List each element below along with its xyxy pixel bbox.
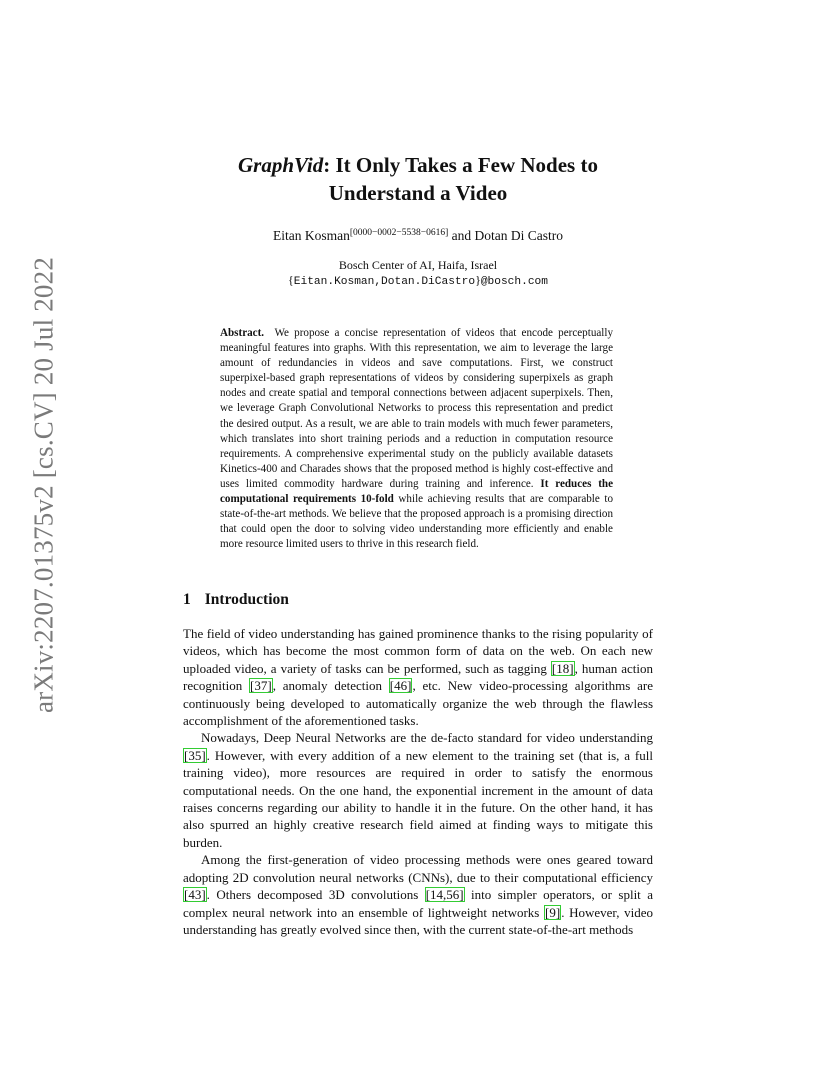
author-1-name: Eitan Kosman (272, 228, 350, 243)
citation-link[interactable]: [35] (184, 747, 206, 763)
citation-link[interactable]: [9] (545, 904, 561, 920)
citation-link[interactable]: [43] (184, 887, 206, 903)
email-domain: @bosch.com (480, 276, 548, 288)
title-system-name: GraphVid (238, 153, 324, 177)
paragraph-1-text-d: , etc. New video-processing algorithms are continuously being developed to automatically organize the web through the flawless accomplishment of the aforementioned tasks. (183, 678, 653, 729)
affiliation-text: Bosch Center of AI, Haifa, Israel (338, 258, 498, 272)
paragraph-1 (183, 625, 653, 729)
abstract (220, 326, 613, 552)
arxiv-identifier-text: arXiv:2207.01375v2 [cs.CV] 20 Jul 2022 (28, 256, 59, 714)
abstract-text-1: We propose a concise representation of videos that encode perceptually meaningful features into graphs. With this representation, we aim to leverage the large amount of redundancies in videos and save computations. First, we construct superpixel-based graph representations of videos by considering superpixels as graph nodes and create spatial and temporal connections between adjacent superpixels. Then, we leverage Graph Convolutional Networks to process this representation and predict the desired output. As a result, we are able to train models with much fewer parameters, which translates into short training periods and a reduction in computation resource requirements. A comprehensive experimental study on the publicly available datasets Kinetics-400 and Charades shows that the proposed method is highly cost-effective and uses limited commodity hardware during training and inference. (220, 327, 613, 490)
paragraph-1-text-a: The field of video understanding has gained prominence thanks to the rising popularity of videos, which has become the most common form of data on the web. On each new uploaded video, a variety of tasks can be performed, such as tagging (183, 626, 653, 676)
author-line (183, 228, 653, 244)
affiliation-block (183, 258, 653, 290)
email-names: Eitan.Kosman,Dotan.DiCastro (293, 276, 476, 288)
citation-link[interactable]: [37] (250, 678, 272, 694)
section-heading-introduction (183, 591, 289, 609)
section-title: Introduction (204, 591, 289, 608)
paragraph-3-text-d: . However, video understanding has greatly evolved since then, with the current state-of-the-art methods (183, 904, 653, 937)
citation-link[interactable]: [46] (389, 678, 412, 694)
paragraph-2-text-b: . However, with every addition of a new element to the training set (that is, a full training video), more resources are required in order to satisfy the enormous computational needs. On the one hand, the exponential increment in the amount of data raises concerns regarding our ability to handle it in the future. On the other hand, it has also spurred an highly creative research field aimed at finding ways to mitigate this burden. (183, 747, 653, 850)
paragraph-3 (183, 851, 653, 938)
section-number: 1 (183, 591, 191, 608)
paragraph-1-text-c: , anomaly detection (272, 678, 389, 694)
abstract-label: Abstract. (220, 327, 265, 339)
paragraph-3-text-a: Among the first-generation of video processing methods were ones geared toward adopting 2D convolution neural networks (CNNs), due to their computational efficiency (183, 852, 653, 885)
abstract-highlight: It reduces the computational requirements 10-fold (220, 477, 613, 506)
abstract-text-2: while achieving results that are comparable to state-of-the-art methods. We believe that the proposed approach is a promising direction that could open the door to solving video understanding more efficiently and enable more resource limited users to thrive in this research field. (220, 493, 613, 551)
citation-link[interactable]: [18] (551, 660, 574, 676)
title-text: : It Only Takes a Few Nodes to Understand a Video (323, 153, 598, 205)
email-line (183, 273, 653, 290)
introduction-body (183, 625, 653, 938)
author-2-name: and Dotan Di Castro (448, 228, 563, 243)
email-brace-close: } (475, 273, 481, 287)
paragraph-2-text-a: Nowadays, Deep Neural Networks are the de-facto standard for video understanding (201, 730, 653, 746)
paragraph-1-text-b: , human action recognition (183, 660, 654, 694)
arxiv-identifier-stamp (28, 256, 59, 714)
author-1-orcid: [0000−0002−5538−0616] (349, 228, 449, 238)
citation-link[interactable]: [14,56] (425, 887, 464, 903)
paragraph-3-text-b: . Others decomposed 3D convolutions (206, 887, 425, 903)
paragraph-3-text-c: into simpler operators, or split a complex neural network into an ensemble of lightweight networks (183, 887, 653, 920)
email-brace-open: { (288, 273, 294, 287)
paper-title (183, 151, 653, 207)
paragraph-2 (183, 729, 653, 851)
